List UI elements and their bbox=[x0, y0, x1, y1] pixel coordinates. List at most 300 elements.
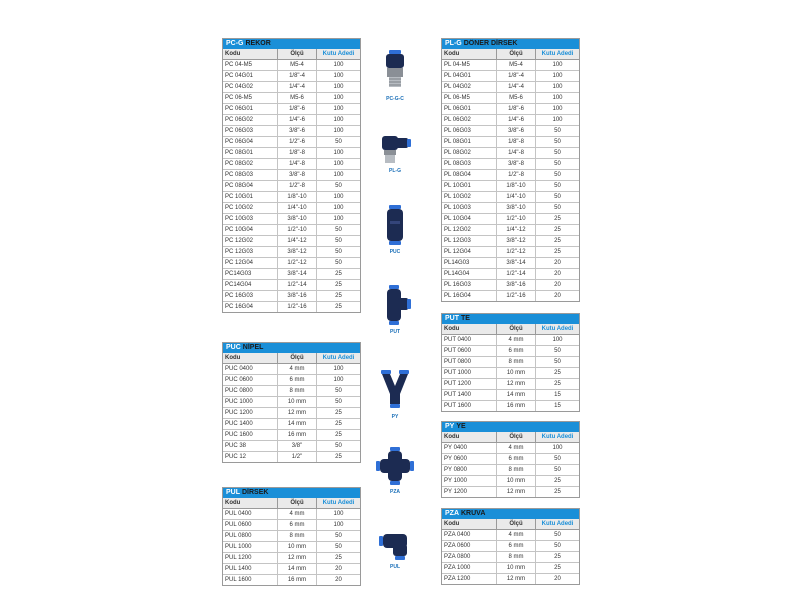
table-row bbox=[223, 520, 360, 531]
cell-qty: 50 bbox=[554, 161, 561, 167]
product-pza bbox=[370, 447, 420, 495]
cell-qty: 100 bbox=[333, 73, 344, 79]
product-label: PUC bbox=[389, 249, 401, 255]
table-row bbox=[223, 364, 360, 375]
table-row bbox=[223, 137, 360, 148]
cell-size: 1/2"-12 bbox=[497, 247, 536, 257]
cell-qty: 25 bbox=[335, 293, 342, 299]
cell-qty: 100 bbox=[552, 95, 563, 101]
cell-size: 4 mm bbox=[497, 530, 536, 540]
cell-size: 1/8"-8 bbox=[278, 148, 317, 158]
cell-qty: 100 bbox=[333, 366, 344, 372]
cell-qty: 20 bbox=[335, 577, 342, 583]
table-row bbox=[223, 82, 360, 93]
cell-code: PUL 0800 bbox=[223, 531, 278, 541]
table-row bbox=[442, 454, 579, 465]
cell-size: 1/2"-6 bbox=[278, 137, 317, 147]
table-row bbox=[442, 148, 579, 159]
table-row bbox=[442, 71, 579, 82]
table-row bbox=[223, 159, 360, 170]
cell-code: PC 10G03 bbox=[223, 214, 278, 224]
cell-code: PC 12G02 bbox=[223, 236, 278, 246]
table-py-ye bbox=[441, 421, 580, 498]
table-row bbox=[442, 181, 579, 192]
cell-qty: 50 bbox=[554, 194, 561, 200]
cell-qty: 100 bbox=[333, 117, 344, 123]
table-row bbox=[442, 574, 579, 584]
table-row bbox=[223, 225, 360, 236]
cell-size: 1/2" bbox=[278, 452, 317, 462]
cell-size: 12 mm bbox=[497, 379, 536, 389]
table-row bbox=[223, 509, 360, 520]
table-row bbox=[223, 302, 360, 312]
cell-size: 1/8"-4 bbox=[278, 71, 317, 81]
table-row bbox=[223, 214, 360, 225]
product-label: PUL bbox=[390, 564, 400, 570]
product-pc-g-c bbox=[370, 50, 420, 102]
cell-size: 3/8"-6 bbox=[278, 126, 317, 136]
cell-qty: 25 bbox=[554, 565, 561, 571]
product-puc bbox=[370, 205, 420, 255]
cell-code: PC 12G03 bbox=[223, 247, 278, 257]
cell-code: PUC 12 bbox=[223, 452, 278, 462]
cell-size: 10 mm bbox=[497, 476, 536, 486]
column-header-code: Kodu bbox=[442, 324, 497, 334]
cell-size: 4 mm bbox=[497, 335, 536, 345]
column-header-code: Kodu bbox=[223, 49, 278, 59]
cell-qty: 50 bbox=[554, 128, 561, 134]
column-header-qty: Kutu Adedi bbox=[541, 521, 574, 527]
table-row bbox=[442, 247, 579, 258]
cell-qty: 100 bbox=[333, 95, 344, 101]
cell-size: 10 mm bbox=[497, 563, 536, 573]
cell-code: PUC 1200 bbox=[223, 408, 278, 418]
table-row bbox=[223, 542, 360, 553]
cell-qty: 25 bbox=[554, 554, 561, 560]
cell-code: PUL 1600 bbox=[223, 575, 278, 585]
cell-qty: 50 bbox=[335, 399, 342, 405]
table-row bbox=[223, 258, 360, 269]
cell-code: PC 06G04 bbox=[223, 137, 278, 147]
cell-size: 1/4"-8 bbox=[278, 159, 317, 169]
cell-size: 16 mm bbox=[278, 575, 317, 585]
cell-qty: 100 bbox=[333, 172, 344, 178]
cell-size: M5-6 bbox=[497, 93, 536, 103]
cell-qty: 25 bbox=[335, 304, 342, 310]
table-row bbox=[442, 60, 579, 71]
cell-qty: 50 bbox=[335, 238, 342, 244]
cell-qty: 20 bbox=[554, 282, 561, 288]
cell-size: 10 mm bbox=[497, 368, 536, 378]
cell-size: 3/8"-8 bbox=[278, 170, 317, 180]
cell-qty: 100 bbox=[333, 511, 344, 517]
column-header-size: Ölçü bbox=[278, 498, 317, 508]
table-row bbox=[223, 192, 360, 203]
table-row bbox=[223, 564, 360, 575]
cell-code: PUL 1400 bbox=[223, 564, 278, 574]
cell-qty: 25 bbox=[554, 249, 561, 255]
cell-size: 1/4"-6 bbox=[497, 115, 536, 125]
cell-code: PC 04-M5 bbox=[223, 60, 278, 70]
table-row bbox=[442, 93, 579, 104]
cell-qty: 50 bbox=[554, 467, 561, 473]
cell-code: PL 12G03 bbox=[442, 236, 497, 246]
cell-qty: 25 bbox=[335, 454, 342, 460]
table-row bbox=[223, 181, 360, 192]
cell-size: 1/4"-4 bbox=[497, 82, 536, 92]
cell-size: 1/4"-6 bbox=[278, 115, 317, 125]
cell-code: PC14G03 bbox=[223, 269, 278, 279]
cell-size: 1/4"-4 bbox=[278, 82, 317, 92]
table-put-te bbox=[441, 313, 580, 412]
product-py bbox=[370, 368, 420, 420]
table-row bbox=[223, 93, 360, 104]
table-title-code: PY bbox=[445, 423, 455, 430]
column-header-qty: Kutu Adedi bbox=[322, 51, 355, 57]
product-pl-g bbox=[370, 134, 420, 174]
table-row bbox=[442, 192, 579, 203]
cell-qty: 100 bbox=[333, 522, 344, 528]
cell-qty: 25 bbox=[335, 282, 342, 288]
table-row bbox=[442, 137, 579, 148]
table-pul-dirsek bbox=[222, 487, 361, 586]
cell-code: PL 06-M5 bbox=[442, 93, 497, 103]
column-header-code: Kodu bbox=[442, 49, 497, 59]
cell-qty: 50 bbox=[554, 456, 561, 462]
column-header-code: Kodu bbox=[442, 432, 497, 442]
cell-qty: 15 bbox=[554, 403, 561, 409]
cell-size: 4 mm bbox=[278, 364, 317, 374]
cell-code: PUC 1400 bbox=[223, 419, 278, 429]
product-label: PL-G bbox=[389, 168, 401, 174]
straight-fitting-icon bbox=[380, 50, 410, 92]
cell-qty: 50 bbox=[335, 183, 342, 189]
table-pl-g-doner-dirsek bbox=[441, 38, 580, 302]
cell-qty: 100 bbox=[333, 106, 344, 112]
column-header-qty: Kutu Adedi bbox=[322, 500, 355, 506]
table-row bbox=[442, 443, 579, 454]
cell-code: PUT 0800 bbox=[442, 357, 497, 367]
column-header-qty: Kutu Adedi bbox=[541, 434, 574, 440]
table-row bbox=[442, 170, 579, 181]
cell-size: 1/8"-6 bbox=[278, 104, 317, 114]
table-row bbox=[223, 575, 360, 585]
cell-code: PL 10G04 bbox=[442, 214, 497, 224]
table-title bbox=[223, 39, 360, 49]
table-row bbox=[442, 236, 579, 247]
cell-code: PL 08G02 bbox=[442, 148, 497, 158]
cell-size: 1/4"-10 bbox=[278, 203, 317, 213]
cell-size: 8 mm bbox=[497, 357, 536, 367]
cell-size: M5-6 bbox=[278, 93, 317, 103]
column-header-size: Ölçü bbox=[278, 353, 317, 363]
table-row bbox=[223, 408, 360, 419]
cell-code: PL14G03 bbox=[442, 258, 497, 268]
table-row bbox=[223, 452, 360, 462]
table-header bbox=[442, 432, 579, 443]
cell-code: PZA 0400 bbox=[442, 530, 497, 540]
cell-size: 8 mm bbox=[278, 531, 317, 541]
cell-code: PC 06G01 bbox=[223, 104, 278, 114]
table-title-name: YE bbox=[456, 423, 466, 430]
cell-size: 10 mm bbox=[278, 542, 317, 552]
cell-size: 1/4"-10 bbox=[497, 192, 536, 202]
cell-qty: 100 bbox=[333, 128, 344, 134]
table-title-code: PL-G bbox=[445, 40, 462, 47]
cell-code: PL 12G02 bbox=[442, 225, 497, 235]
table-row bbox=[442, 379, 579, 390]
column-header-size: Ölçü bbox=[497, 324, 536, 334]
cell-size: 3/8"-8 bbox=[497, 159, 536, 169]
table-row bbox=[223, 126, 360, 137]
cell-size: 4 mm bbox=[278, 509, 317, 519]
table-row bbox=[442, 552, 579, 563]
cell-qty: 25 bbox=[335, 432, 342, 438]
cell-code: PL 06G01 bbox=[442, 104, 497, 114]
cell-size: 1/4"-12 bbox=[497, 225, 536, 235]
cell-code: PL 10G01 bbox=[442, 181, 497, 191]
table-row bbox=[442, 346, 579, 357]
cell-qty: 25 bbox=[554, 216, 561, 222]
table-title bbox=[442, 39, 579, 49]
cell-qty: 15 bbox=[554, 392, 561, 398]
cell-qty: 25 bbox=[554, 381, 561, 387]
cell-size: 8 mm bbox=[497, 552, 536, 562]
cell-code: PC 10G01 bbox=[223, 192, 278, 202]
cell-code: PC 06G03 bbox=[223, 126, 278, 136]
table-row bbox=[223, 115, 360, 126]
table-row bbox=[223, 148, 360, 159]
union-fitting-icon bbox=[380, 205, 410, 245]
cell-size: 3/8"-16 bbox=[497, 280, 536, 290]
cell-code: PL 10G02 bbox=[442, 192, 497, 202]
table-row bbox=[223, 269, 360, 280]
table-title-code: PZA bbox=[445, 510, 459, 517]
table-row bbox=[223, 236, 360, 247]
cell-size: 12 mm bbox=[278, 408, 317, 418]
cell-code: PC 06G02 bbox=[223, 115, 278, 125]
cell-qty: 20 bbox=[554, 576, 561, 582]
table-title bbox=[223, 488, 360, 498]
table-title-code: PC-G bbox=[226, 40, 244, 47]
cell-qty: 100 bbox=[333, 216, 344, 222]
cell-qty: 100 bbox=[552, 62, 563, 68]
cell-size: 1/2"-14 bbox=[278, 280, 317, 290]
cell-size: 1/2"-8 bbox=[278, 181, 317, 191]
cell-size: 3/8"-16 bbox=[278, 291, 317, 301]
column-header-code: Kodu bbox=[442, 519, 497, 529]
table-row bbox=[442, 104, 579, 115]
cell-size: 1/4"-8 bbox=[497, 148, 536, 158]
cell-size: 1/2"-10 bbox=[497, 214, 536, 224]
table-row bbox=[442, 159, 579, 170]
cell-size: 1/4"-12 bbox=[278, 236, 317, 246]
cell-size: 4 mm bbox=[497, 443, 536, 453]
table-row bbox=[223, 203, 360, 214]
table-row bbox=[442, 269, 579, 280]
cell-code: PC 04G02 bbox=[223, 82, 278, 92]
product-pul bbox=[370, 530, 420, 570]
table-header bbox=[223, 353, 360, 364]
cell-qty: 100 bbox=[333, 205, 344, 211]
cell-qty: 50 bbox=[335, 443, 342, 449]
cell-code: PC 16G03 bbox=[223, 291, 278, 301]
cell-code: PUT 1000 bbox=[442, 368, 497, 378]
table-title-name: KRUVA bbox=[461, 510, 486, 517]
table-row bbox=[442, 357, 579, 368]
table-row bbox=[442, 214, 579, 225]
cell-size: 8 mm bbox=[278, 386, 317, 396]
cell-code: PUL 1200 bbox=[223, 553, 278, 563]
table-header bbox=[223, 49, 360, 60]
column-header-size: Ölçü bbox=[278, 49, 317, 59]
table-row bbox=[442, 401, 579, 411]
cell-size: 12 mm bbox=[497, 574, 536, 584]
table-header bbox=[442, 324, 579, 335]
cell-qty: 50 bbox=[554, 359, 561, 365]
table-row bbox=[223, 60, 360, 71]
table-row bbox=[442, 258, 579, 269]
cell-qty: 100 bbox=[552, 106, 563, 112]
cell-code: PUC 0600 bbox=[223, 375, 278, 385]
cell-code: PUC 1000 bbox=[223, 397, 278, 407]
cell-code: PL 04G01 bbox=[442, 71, 497, 81]
cell-size: 1/2"-16 bbox=[497, 291, 536, 301]
cell-size: 16 mm bbox=[497, 401, 536, 411]
cell-code: PL14G04 bbox=[442, 269, 497, 279]
table-row bbox=[223, 441, 360, 452]
cell-size: 1/8"-10 bbox=[278, 192, 317, 202]
cell-size: 1/2"-12 bbox=[278, 258, 317, 268]
cell-code: PC 10G04 bbox=[223, 225, 278, 235]
table-row bbox=[442, 368, 579, 379]
column-header-qty: Kutu Adedi bbox=[541, 326, 574, 332]
cell-code: PL 08G03 bbox=[442, 159, 497, 169]
cell-qty: 50 bbox=[554, 172, 561, 178]
cell-size: 14 mm bbox=[278, 564, 317, 574]
cell-size: 8 mm bbox=[497, 465, 536, 475]
cell-size: M5-4 bbox=[497, 60, 536, 70]
cell-qty: 25 bbox=[554, 489, 561, 495]
table-row bbox=[442, 126, 579, 137]
table-row bbox=[442, 563, 579, 574]
cell-qty: 50 bbox=[554, 139, 561, 145]
cell-qty: 20 bbox=[554, 271, 561, 277]
cell-code: PUT 1200 bbox=[442, 379, 497, 389]
cell-code: PZA 1200 bbox=[442, 574, 497, 584]
table-row bbox=[442, 335, 579, 346]
cell-qty: 100 bbox=[552, 73, 563, 79]
cell-qty: 50 bbox=[554, 150, 561, 156]
cell-size: 6 mm bbox=[497, 346, 536, 356]
cell-size: 3/8"-12 bbox=[497, 236, 536, 246]
cell-size: 6 mm bbox=[497, 454, 536, 464]
table-row bbox=[442, 487, 579, 497]
cell-qty: 25 bbox=[554, 478, 561, 484]
cell-code: PZA 1000 bbox=[442, 563, 497, 573]
cell-code: PY 1000 bbox=[442, 476, 497, 486]
table-title-code: PUC bbox=[226, 344, 241, 351]
product-label: PC-G-C bbox=[386, 96, 404, 102]
cell-size: 1/8"-6 bbox=[497, 104, 536, 114]
cell-code: PUT 1600 bbox=[442, 401, 497, 411]
cell-size: 14 mm bbox=[278, 419, 317, 429]
cell-code: PL 10G03 bbox=[442, 203, 497, 213]
cell-code: PL 08G01 bbox=[442, 137, 497, 147]
cell-qty: 25 bbox=[554, 227, 561, 233]
cell-qty: 50 bbox=[335, 533, 342, 539]
cell-qty: 50 bbox=[335, 139, 342, 145]
table-row bbox=[442, 530, 579, 541]
table-row bbox=[223, 104, 360, 115]
cell-size: 6 mm bbox=[278, 520, 317, 530]
cell-qty: 100 bbox=[333, 377, 344, 383]
table-row bbox=[223, 386, 360, 397]
cell-code: PC 12G04 bbox=[223, 258, 278, 268]
table-row bbox=[223, 375, 360, 386]
cell-qty: 100 bbox=[552, 337, 563, 343]
table-row bbox=[442, 203, 579, 214]
column-header-code: Kodu bbox=[223, 353, 278, 363]
product-label: PUT bbox=[390, 329, 400, 335]
cell-size: 1/2"-14 bbox=[497, 269, 536, 279]
cell-code: PC 16G04 bbox=[223, 302, 278, 312]
cell-code: PUL 0600 bbox=[223, 520, 278, 530]
cell-qty: 100 bbox=[333, 161, 344, 167]
table-row bbox=[442, 390, 579, 401]
cell-code: PY 1200 bbox=[442, 487, 497, 497]
product-label: PY bbox=[391, 414, 399, 420]
cell-size: 1/2"-10 bbox=[278, 225, 317, 235]
cell-qty: 25 bbox=[554, 370, 561, 376]
cell-size: M5-4 bbox=[278, 60, 317, 70]
cell-size: 3/8"-10 bbox=[497, 203, 536, 213]
cell-code: PUT 0600 bbox=[442, 346, 497, 356]
cell-size: 1/2"-16 bbox=[278, 302, 317, 312]
table-title-name: TE bbox=[461, 315, 470, 322]
cell-qty: 50 bbox=[554, 205, 561, 211]
table-row bbox=[442, 476, 579, 487]
cell-code: PL 08G04 bbox=[442, 170, 497, 180]
cell-code: PL 12G04 bbox=[442, 247, 497, 257]
table-title-code: PUL bbox=[226, 489, 240, 496]
cell-qty: 20 bbox=[554, 293, 561, 299]
cell-code: PUC 0400 bbox=[223, 364, 278, 374]
cell-qty: 50 bbox=[554, 532, 561, 538]
cell-size: 3/8"-14 bbox=[497, 258, 536, 268]
cell-qty: 50 bbox=[335, 544, 342, 550]
cell-qty: 50 bbox=[335, 260, 342, 266]
cell-code: PZA 0600 bbox=[442, 541, 497, 551]
cell-size: 3/8"-10 bbox=[278, 214, 317, 224]
table-row bbox=[223, 71, 360, 82]
cell-code: PUT 1400 bbox=[442, 390, 497, 400]
y-fitting-icon bbox=[378, 368, 412, 410]
table-pc-g-rekor bbox=[222, 38, 361, 313]
cell-size: 6 mm bbox=[497, 541, 536, 551]
cell-qty: 20 bbox=[335, 566, 342, 572]
cell-size: 12 mm bbox=[278, 553, 317, 563]
cell-qty: 100 bbox=[552, 445, 563, 451]
table-row bbox=[442, 541, 579, 552]
column-header-size: Ölçü bbox=[497, 432, 536, 442]
column-header-size: Ölçü bbox=[497, 519, 536, 529]
column-header-qty: Kutu Adedi bbox=[541, 51, 574, 57]
cell-code: PUC 1600 bbox=[223, 430, 278, 440]
table-row bbox=[223, 291, 360, 302]
table-title-name: DİRSEK bbox=[242, 489, 269, 496]
product-label: PZA bbox=[390, 489, 400, 495]
